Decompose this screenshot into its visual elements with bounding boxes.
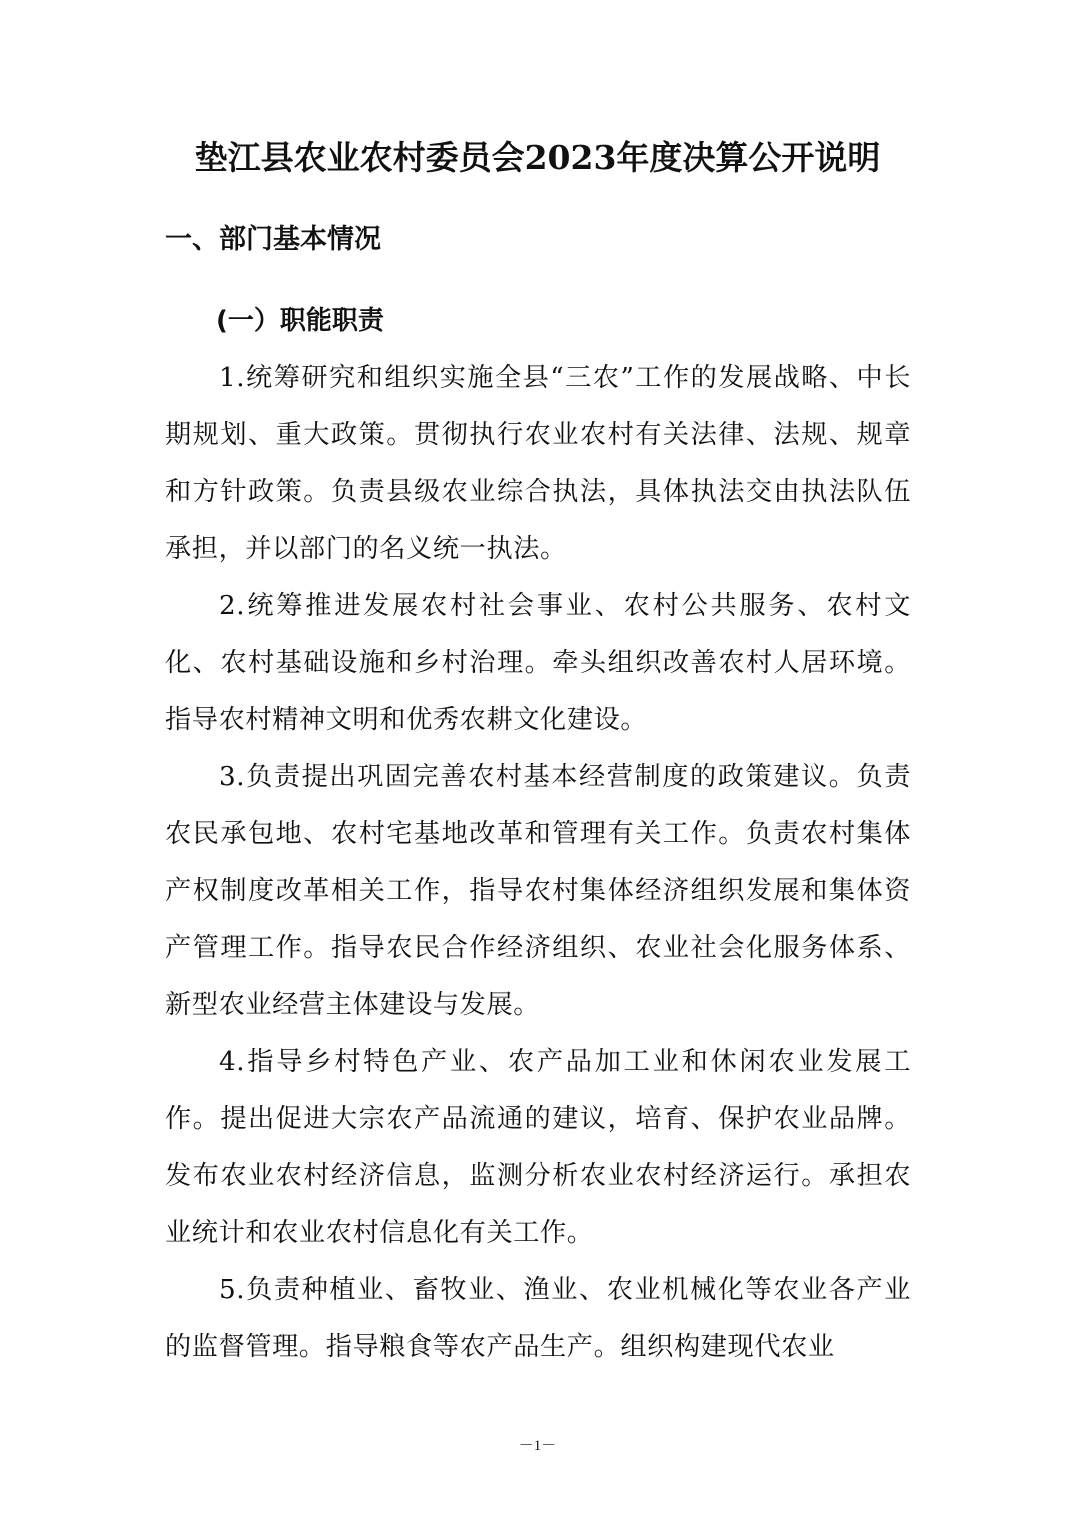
document-title: 垫江县农业农村委员会2023年度决算公开说明 [194,138,881,177]
paragraph-5: 5.负责种植业、畜牧业、渔业、农业机械化等农业各产业的监督管理。指导粮食等农产品生产。组织构建现代农业 [165,1275,911,1362]
paragraph-1: 1.统筹研究和组织实施全县“三农”工作的发展战略、中长期规划、重大政策。贯彻执行农业农村有关法律、法规、规章和方针政策。负责县级农业综合执法，具体执法交由执法队伍承担，并以部门的名义统一执法。 [165,363,911,564]
page-number: －1－ [518,1438,557,1454]
paragraph-2: 2.统筹推进发展农村社会事业、农村公共服务、农村文化、农村基础设施和乡村治理。牵头组织改善农村人居环境。指导农村精神文明和优秀农耕文化建设。 [165,591,911,735]
document-body [165,350,911,1376]
section-heading: 一、部门基本情况 [165,224,381,255]
paragraph-4: 4.指导乡村特色产业、农产品加工业和休闲农业发展工作。提出促进大宗农产品流通的建议，培育、保护农业品牌。发布农业农村经济信息，监测分析农业农村经济运行。承担农业统计和农业农村信息化有关工作。 [165,1047,911,1248]
subsection-heading: (一）职能职责 [216,306,384,336]
paragraph-3: 3.负责提出巩固完善农村基本经营制度的政策建议。负责农民承包地、农村宅基地改革和管理有关工作。负责农村集体产权制度改革相关工作，指导农村集体经济组织发展和集体资产管理工作。指导农民合作经济组织、农业社会化服务体系、新型农业经营主体建设与发展。 [165,762,911,1020]
